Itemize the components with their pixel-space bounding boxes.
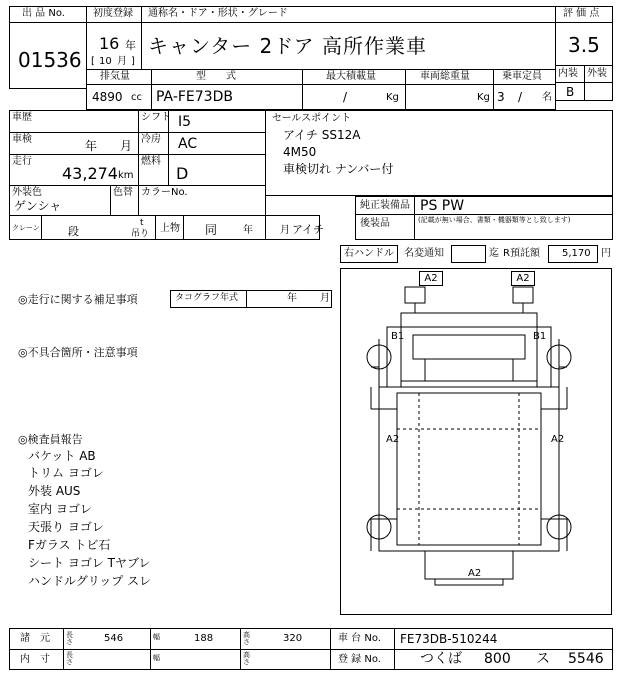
- inspector-line: Fガラス トビ石: [28, 538, 111, 552]
- ac: AC: [178, 136, 198, 152]
- mileage-label: 走行: [12, 156, 32, 167]
- capacity-unit: 名: [542, 92, 552, 103]
- inspector-line: 天張り ヨゴレ: [28, 520, 104, 534]
- tacho-year: 年: [287, 293, 297, 304]
- tacho-month: 月: [320, 293, 330, 304]
- genuine-value: PS PW: [420, 198, 465, 214]
- model: PA-FE73DB: [156, 89, 233, 105]
- genuine-label: 純正装備品: [360, 200, 410, 211]
- rhd-label: 右ハンドル: [344, 248, 394, 259]
- width: 188: [194, 633, 214, 644]
- reg-month-unit: 月: [117, 56, 127, 67]
- reg-number: 5546: [568, 651, 604, 667]
- sales-line-3: 車検切れ ナンバー付: [283, 162, 394, 176]
- reg-year: 16: [99, 34, 120, 53]
- length-label: 長さ: [66, 631, 73, 646]
- upper-label: 上物: [160, 223, 180, 234]
- max-load-unit: Kg: [386, 92, 399, 103]
- lot-no: 01536: [18, 48, 82, 72]
- capacity-sep: /: [518, 90, 523, 104]
- crane-steps: 段: [68, 225, 79, 238]
- damage-mark: B1: [391, 331, 405, 342]
- inspection-month: 月: [120, 139, 133, 153]
- inspector-report-label: ◎検査員報告: [18, 433, 83, 446]
- gross-weight-label: 車両総重量: [420, 71, 470, 82]
- interior-height-label: 高さ: [243, 651, 250, 666]
- displacement-label: 排気量: [100, 71, 130, 82]
- deadline-label: 迄: [489, 248, 499, 259]
- damage-mark: A2: [511, 271, 535, 286]
- lot-no-label: 出 品 No.: [22, 8, 65, 19]
- upper-maker: アイチ: [292, 223, 325, 236]
- car-name: キャンター 2ドア 高所作業車: [148, 34, 428, 58]
- interior-length-label: 長さ: [66, 651, 73, 666]
- inspector-line: シート ヨゴレ Tヤブレ: [28, 556, 151, 570]
- r-amount: 5,170: [562, 248, 591, 259]
- shift: I5: [178, 114, 192, 130]
- gross-weight: Kg: [477, 92, 490, 103]
- first-reg-label: 初度登録: [93, 8, 133, 19]
- model-label: 型 式: [196, 71, 236, 82]
- reg-area: つくば: [420, 651, 462, 667]
- reg-month: 10: [99, 56, 112, 67]
- rating-value: 3.5: [568, 33, 600, 57]
- damage-diagram: [340, 268, 612, 615]
- driving-notes-label: ◎走行に関する補足事項: [18, 293, 138, 306]
- reg-class: 800: [484, 651, 511, 667]
- color-change-label: 色替: [113, 187, 133, 198]
- rating-label: 評 価 点: [563, 8, 600, 19]
- length: 546: [104, 633, 124, 644]
- interior-width-label: 幅: [153, 654, 160, 662]
- dims-label: 諸 元: [20, 633, 50, 644]
- upper-year: 年: [243, 225, 253, 236]
- reg-year-unit: 年: [125, 39, 136, 52]
- ext-color: ゲンシャ: [14, 199, 62, 213]
- name-change-label: 名変通知: [404, 248, 444, 259]
- inspector-line: 室内 ヨゴレ: [28, 502, 92, 516]
- height: 320: [283, 633, 303, 644]
- crane-label: クレーン: [12, 224, 40, 232]
- inspector-line: ハンドルグリップ スレ: [28, 574, 152, 588]
- crane-lift: 吊り: [131, 229, 150, 239]
- reg-kana: ス: [536, 651, 550, 667]
- capacity-label: 乗車定員: [502, 71, 542, 82]
- damage-mark: A2: [468, 568, 482, 579]
- max-load: /: [343, 90, 348, 104]
- inspector-line: バケット AB: [28, 449, 96, 463]
- ac-label: 冷房: [141, 134, 161, 145]
- damage-mark: A2: [419, 271, 443, 286]
- displacement: 4890: [92, 90, 123, 104]
- max-load-label: 最大積載量: [326, 71, 376, 82]
- reg-no-label: 登 録 No.: [338, 654, 381, 665]
- name-change-box: [451, 245, 486, 263]
- chassis-label: 車 台 No.: [338, 633, 381, 644]
- chassis-no: FE73DB-510244: [400, 632, 498, 646]
- sales-line-2: 4M50: [283, 145, 317, 159]
- mileage: 43,274: [62, 164, 118, 183]
- interior-grade: B: [566, 85, 575, 99]
- crane-t: t: [140, 218, 144, 228]
- width-label: 幅: [153, 633, 160, 641]
- sales-line-1: アイチ SS12A: [283, 128, 361, 142]
- interior-dims-label: 内 寸: [20, 654, 50, 665]
- r-label: R預託額: [503, 248, 540, 259]
- aftermarket-label: 後装品: [360, 218, 390, 229]
- tacho-label: タコグラフ年式: [175, 293, 239, 303]
- damage-mark: B1: [533, 331, 547, 342]
- damage-mark: A2: [386, 434, 400, 445]
- reg-month-bracket-close: ]: [131, 56, 135, 67]
- aftermarket-note: (記載が無い場合、書類・機器類等とし致します): [418, 216, 571, 224]
- ext-color-label: 外装色: [12, 187, 42, 198]
- fuel-label: 燃料: [141, 156, 161, 167]
- capacity: 3: [497, 90, 505, 104]
- inspection-year: 年: [85, 139, 98, 153]
- defect-notes-label: ◎不具合箇所・注意事項: [18, 346, 138, 359]
- r-unit: 円: [601, 248, 611, 259]
- height-label: 高さ: [243, 631, 250, 646]
- color-no-label: カラーNo.: [141, 187, 188, 198]
- mileage-unit: km: [118, 170, 134, 181]
- inspection-label: 車検: [12, 134, 32, 145]
- upper-value: 同: [205, 223, 218, 237]
- exterior-grade-label: 外装: [587, 68, 607, 79]
- interior-grade-label: 内装: [558, 68, 578, 79]
- name-label: 通称名・ドア・形状・グレード: [148, 8, 288, 19]
- truck-outline: [341, 269, 613, 616]
- damage-mark: A2: [551, 434, 565, 445]
- reg-month-bracket: [: [91, 56, 95, 67]
- inspector-line: 外装 AUS: [28, 484, 81, 498]
- displacement-unit: cc: [131, 92, 142, 103]
- upper-month: 月: [280, 225, 290, 236]
- sales-point-label: セールスポイント: [272, 113, 352, 124]
- inspector-line: トリム ヨゴレ: [28, 466, 104, 480]
- fuel: D: [176, 164, 189, 183]
- history-label: 車歴: [12, 112, 32, 123]
- shift-label: シフト: [141, 112, 171, 123]
